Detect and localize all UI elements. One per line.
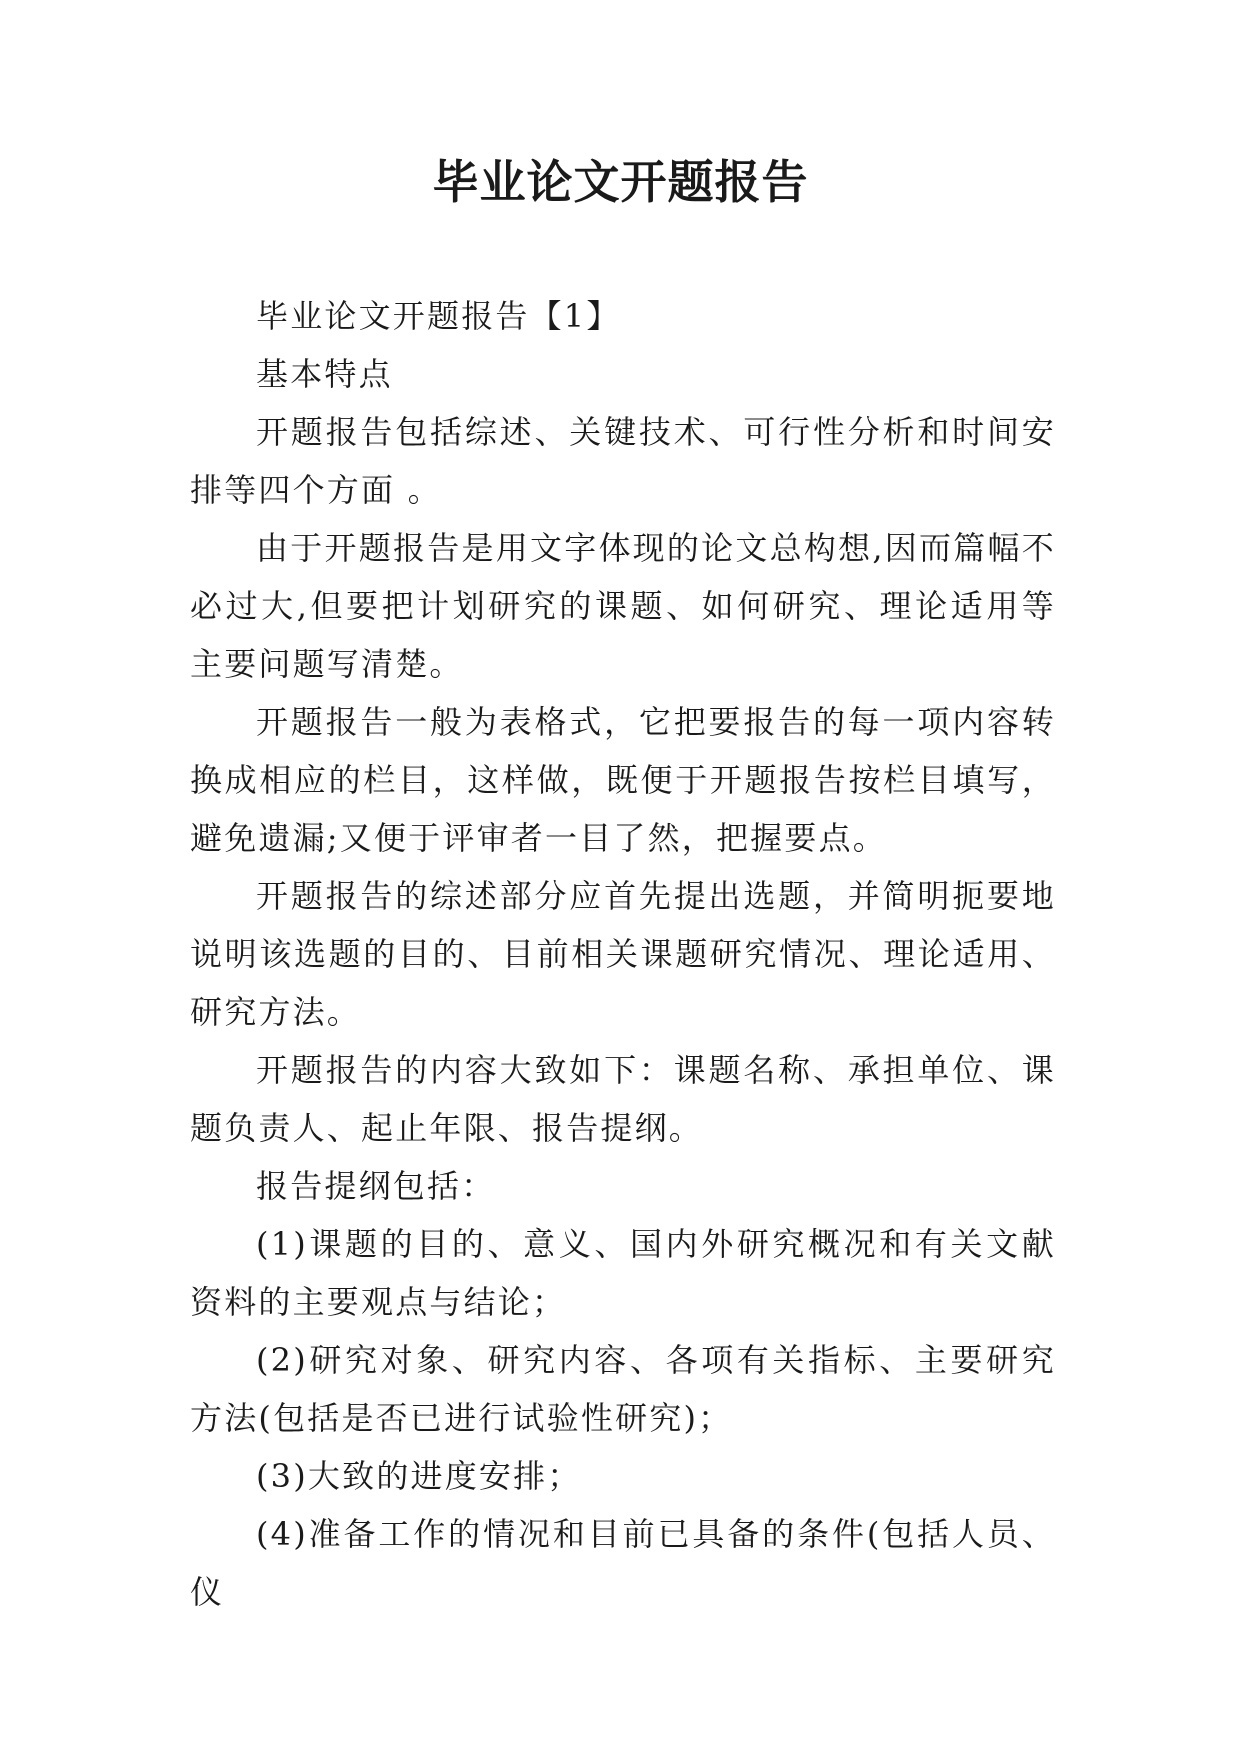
document-title: 毕业论文开题报告 — [432, 155, 809, 209]
paragraph: 开题报告的内容大致如下：课题名称、承担单位、课题负责人、起止年限、报告提纲。 — [190, 1051, 1056, 1147]
paragraph: 开题报告的综述部分应首先提出选题，并简明扼要地说明该选题的目的、目前相关课题研究情况、理论适用、研究方法。 — [190, 877, 1056, 1031]
paragraph: 由于开题报告是用文字体现的论文总构想,因而篇幅不必过大,但要把计划研究的课题、如何研究、理论适用等主要问题写清楚。 — [190, 529, 1056, 683]
list-item: (1)课题的目的、意义、国内外研究概况和有关文献资料的主要观点与结论； — [190, 1225, 1056, 1321]
paragraph: 开题报告一般为表格式，它把要报告的每一项内容转换成相应的栏目，这样做，既便于开题报告按栏目填写，避免遗漏;又便于评审者一目了然，把握要点。 — [190, 703, 1056, 857]
paragraph-section-heading: 毕业论文开题报告【1】 — [256, 297, 621, 335]
paragraph: 报告提纲包括： — [256, 1167, 496, 1205]
paragraph-subheading: 基本特点 — [256, 355, 393, 393]
document-body — [190, 287, 1056, 1621]
list-item: (2)研究对象、研究内容、各项有关指标、主要研究方法(包括是否已进行试验性研究)； — [190, 1341, 1056, 1437]
list-item: (4)准备工作的情况和目前已具备的条件(包括人员、仪 — [190, 1515, 1056, 1611]
paragraph: 开题报告包括综述、关键技术、可行性分析和时间安排等四个方面 。 — [190, 413, 1056, 509]
list-item: (3)大致的进度安排； — [256, 1457, 582, 1495]
